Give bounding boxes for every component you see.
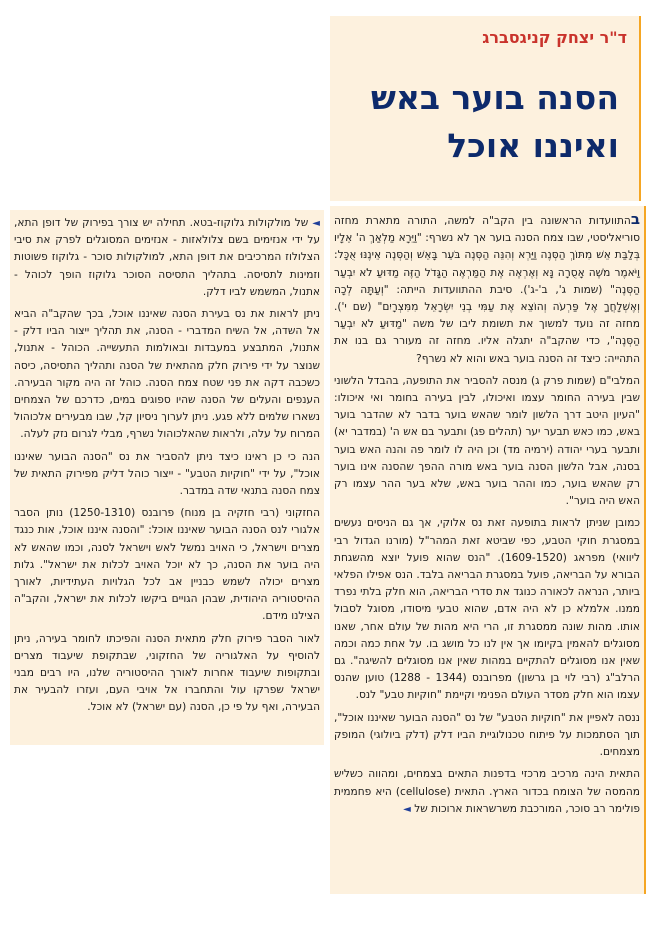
article-column-left <box>10 210 324 745</box>
paragraph-text: התאית הינה מרכיב מרכזי בדפנות התאים בצמחים, ומהווה כשליש מהמסה של הצומח בכדור הארץ. התאית (cellulose) היא פחממית פולימר רב סוכר, המורכבת משרשראות ארוכות של <box>334 768 641 815</box>
article-title <box>339 74 619 170</box>
continue-arrow-icon: ◄ <box>312 218 320 229</box>
paragraph: ננסה לאפיין את "חוקיות הטבע" של נס "הסנה הבוער שאיננו אוכל", תוך הסתמכות על פיתוח טכנולוגיית הביו דלק (דלק ביולוגי) המופק מצמחים. <box>334 711 640 759</box>
paragraph: כמובן שניתן לראות בתופעה זאת נס אלוקי, אך גם הניסים נעשים במסגרת חוקי הטבע, כפי שביטא זאת המהר"ל (מורנו הגדול רבי ליוואי) מפראג (1609-1520). "הנס שהוא פועל יוצא מהשגחת הבורא על הבריאה, פועל במסגרת הבריאה בלבד. הנס אפילו הפלאי ביותר, הנראה לכאורה כנוגד את סדרי הבריאה, הוא חלק בלתי נפרד ממנו. אלמלא כן לא היה אדם, שהוא טבעי מיסודו, מסוגל לסבול אותו. מהות שונה ממסגרת זו, הרי היא מהות של עולם אחר, שאנו מסוגלים להאמין בקיומו אך אין לנו כל מושג בו. על אחת כמה וכמה שאין אנו מסוגלים להתקיים במהות שאין אנו מסוגלים להשיגה". גם הרלב"ג (רבי לוי בן גרשון) מפרובנס (1344 - 1288) טוען שהנס עצמו הוא חלק מסדר העולם הפנימי וקיימת "חוקיות טבע" לנס. <box>334 517 640 702</box>
paragraph: המלבי"ם (שמות פרק ג) מנסה להסביר את התופעה, בהבדל הלשוני שבין בעירה החומר עצמו ואיכולו, לבין בעירה בחומר ואי איכולו: "העיון היטב דרך הלשון לומר שהאש בוער בדבר לא שהדבר בוער באש, כמו כאש תבער יער (תהלים פג) ותבער בם אש ה' (במדבר יא) ותבער בערי יהודה (ירמיה מד) וכן היה לו לומר פה והנה האש בוער בסנה, אבל הלשון הסנה בוער באש מורה ההפך שהסנה אינו בוער רק שהאש בוער, כמו וההר בוער באש, שלא בער ההר עצמו רק האש היה בוער". <box>334 374 640 508</box>
article-header <box>330 16 641 201</box>
article-column-right <box>330 206 646 894</box>
paragraph-text: של מולקולות גלוקוז-בטא. תחילה יש צורך בפירוק של דופן התא, על ידי אנזימים בשם צלולאזות - אנזימים המסוגלים לפרק את סיבי הצלולוז המרכיבים את דופן התא, למולקולות סוכר - גלוקוז פשוטות וזמינות לתסיסה. בתהליך התסיסה הסוכר גלוקוז הופך לכוהל - אתנול, המשמש לביו דלק. <box>14 217 320 298</box>
paragraph: ניתן לראות את נס בעירת הסנה שאיננו אוכל, בכך שהקב"ה הביא אל השדה, אל השיח המדברי - הסנה, את תהליך ייצור הביו דלק - אתנול, המתבצע במעבדות ובאולמות התעשייה. הכוהל - אתנול, שנוצר על ידי פירוק חלק מהתאית של הסנה ותהליך התסיסה, כיסה כשכבה דקה את פני שטח צמח הסנה. כוהל זה היה מקור הבעירה. הענפים והעלים של הסנה שהיו ספוגים במים, כדרכם של הצמחים נשארו שלמים ללא פגע. ניתן לערוך ניסיון קל, שבו מבעירים אלכוהול המרוח על עלה, ולראות שהאלכוהול נשרף, מבלי לגרום נזק לעלה. <box>14 308 320 441</box>
title-line-2: ואיננו אוכל <box>447 126 619 165</box>
drop-cap: ב <box>630 210 640 228</box>
paragraph <box>334 211 640 368</box>
paragraph: הנה כי כן ראינו כיצד ניתן להסביר את נס "הסנה הבוער שאיננו אוכל", על ידי "חוקיות הטבע" - ייצור כוהל דליק מפירוק התאית של צמח הסנה בתנאי שדה במדבר. <box>14 450 320 498</box>
author-byline: ד"ר יצחק קניגסברג <box>482 28 627 47</box>
title-line-1: הסנה בוער באש <box>370 78 619 117</box>
paragraph <box>14 215 320 301</box>
photo-placeholder <box>10 15 323 203</box>
paragraph: החזקוני (רבי חזקיה בן מנוח) פרובנס (1250-1310) נותן הסבר אלגורי לנס הסנה הבוער שאיננו אוכל: "והסנה איננו אוכל, אות כנגד מצרים וישראל, כי האויב נמשל לאש וישראל לסנה, וכמו שהאש לא היה בוער את הסנה, כך לא יוכל האויב לכלות את ישראל". גלות מצרים יכולה לשמש כבניין אב לכל הגלויות העתידיות, לאורך ההיסטוריה היהודית, שבהן הגויים ביקשו לכלות את ישראל, והקב"ה הצילנו מידם. <box>14 507 320 623</box>
paragraph: לאור הסבר פירוק חלק מתאית הסנה והפיכתו לחומר בעירה, ניתן להוסיף על האלגוריה של החזקוני, שבתקופת שיעבוד מצרים ובתקופות שיעבוד אחרות לאורך ההיסטוריה שלנו, היו רבים מבני ישראל שפרקו עול והתחברו אל אויבי העם, ועזרו להבעיר את הבעירה, ואף על פי כן, הסנה (עם ישראל) לא אוכל. <box>14 632 320 714</box>
paragraph <box>334 766 640 818</box>
paragraph-text: התוועדות הראשונה בין הקב"ה למשה, התורה מתארת מחזה סוריאליסטי, שבו צמח הסנה בוער אך לא נשרף: "וַיֵּרָא מַלְאַךְ ה' אֵלָיו בְּלַבַּת אֵשׁ מִתּוֹךְ הַסְּנֶה וַיַּרְא וְהִנֵּה הַסְּנֶה בֹּעֵר בָּאֵשׁ וְהַסְּנֶה אֵינֶנּוּ אֻכָּל: וַיֹּאמֶר מֹשֶׁה אָסֻרָה נָּא וְאֶרְאֶה אֶת הַמַּרְאֶה הַגָּדֹל הַזֶּה מַדּוּעַ לֹא יִבְעַר הַסְּנֶה" (שמות ג', ב'-ג'). סיבת ההתוועדות הייתה: "וְעַתָּה לְכָה וְאֶשְׁלָחֲךָ אֶל פַּרְעֹה וְהוֹצֵא אֶת עַמִּי בְנֵי יִשְׂרָאֵל מִמִּצְרָיִם" (שם י'). מחזה זה נועד למשוך את תשומת ליבו של משה "מַדּוּעַ לֹא יִבְעַר הַסְּנֶה", כדי שהקב"ה יתגלה אליו. מחזה זה מעורר גם בנו את התהייה: כיצד זה הסנה בוער באש והוא לא נשרף? <box>334 215 640 365</box>
continue-arrow-icon: ◄ <box>403 803 411 815</box>
